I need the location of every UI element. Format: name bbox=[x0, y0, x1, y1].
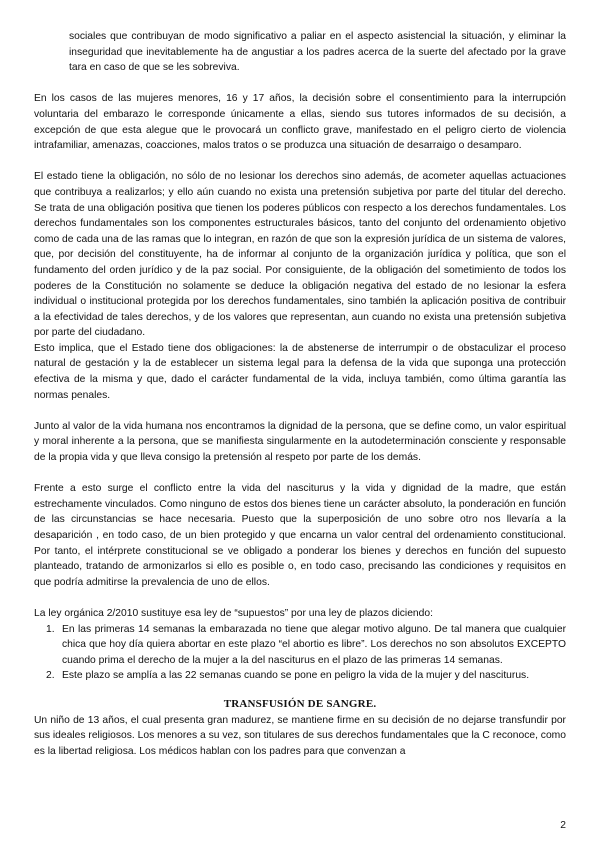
section-heading: TRANSFUSIÓN DE SANGRE. bbox=[223, 697, 377, 710]
page-number: 2 bbox=[560, 820, 566, 831]
paragraph-transfusion-case: Un niño de 13 años, el cual presenta gran madurez, se mantiene firme en su decisión de no dejarse transfundir por sus ideales religiosos. Los menores a su vez, son titulares de sus derechos fundamentales que la C reconoce, como es la libertad religiosa. Los médicos hablan con los padres para que convenzan a bbox=[34, 714, 566, 757]
numbered-list bbox=[34, 622, 566, 684]
paragraph-organic-law: La ley orgánica 2/2010 sustituye esa ley de “supuestos” por una ley de plazos diciendo: bbox=[34, 607, 433, 619]
list-item-text: Este plazo se amplía a las 22 semanas cuando se pone en peligro la vida de la mujer y del nasciturus. bbox=[62, 670, 530, 682]
list-item-number: 1. bbox=[46, 623, 55, 635]
paragraph-minors-consent: En los casos de las mujeres menores, 16 y 17 años, la decisión sobre el consentimiento para la interrupción voluntaria del embarazo le corresponde únicamente a ellas, siendo sus tutores informados de su decisión, a excepción de que esta alegue que le provocará un conflicto grave, manifestado en el peligro cierto de violencia intrafamiliar, amenazas, coacciones, malos tratos o se produzca una situación de desarraigo o desamparo. bbox=[34, 93, 566, 152]
document-page bbox=[34, 0, 566, 759]
list-item-text: En las primeras 14 semanas la embarazada no tiene que alegar motivo alguno. De tal manera que cualquier chica que hoy día quiera abortar en este plazo “el abortio es libre”. Los derechos no son absolutos EXCEPTO cuando prima el derecho de la mujer a la del nasciturus en el plazo de las primeras 14 semanas. bbox=[62, 623, 566, 666]
paragraph-conflict: Frente a esto surge el conflicto entre la vida del nasciturus y la vida y dignidad de la madre, que están estrechamente vinculados. Como ninguno de estos dos bienes tiene un carácter absoluto, la ponderación en función de las circunstancias se hace necesaria. Puesto que la superposición de uno sobre otro nos llevaría a la desaparición , en todo caso, de un bien protegido y que encarna un valor central del ordenamiento constitucional. Por tanto, el intérprete constitucional se ve obligado a ponderar los bienes y derechos en función del supuesto planteado, tratando de armonizarlos si ello es posible o, en todo caso, precisando las condiciones y requisitos en que podría admitirse la prevalencia de uno de ellos. bbox=[34, 483, 566, 588]
paragraph-human-dignity: Junto al valor de la vida humana nos encontramos la dignidad de la persona, que se define como, un valor espiritual y moral inherente a la persona, que se manifiesta singularmente en la autodeterminación consciente y responsable de la propia vida y que lleva consigo la pretensión al respeto por parte de los demás. bbox=[34, 420, 566, 464]
paragraph-two-obligations: Esto implica, que el Estado tiene dos obligaciones: la de abstenerse de interrumpir o de obstaculizar el proceso natural de gestación y la de establecer un sistema legal para la defensa de la vida que suponga una protección efectiva de la misma y que, dado el carácter fundamental de la vida, incluya también, como última garantía las normas penales. bbox=[34, 342, 566, 401]
list-item bbox=[46, 622, 566, 669]
paragraph-continuation: sociales que contribuyan de modo significativo a paliar en el aspecto asistencial la situación, y eliminar la inseguridad que inevitablemente ha de angustiar a los padres acerca de la suerte del afectado por la grave tara en caso de que se les sobreviva. bbox=[69, 31, 566, 74]
list-item-number: 2. bbox=[46, 670, 55, 682]
paragraph-state-obligation: El estado tiene la obligación, no sólo de no lesionar los derechos sino además, de acometer aquellas actuaciones que contribuya a realizarlos; y ello aún cuando no exista una pretensión subjetiva por parte del titular del derecho. Se trata de una obligación positiva que tienen los poderes públicos con respecto a los derechos fundamentales. Los derechos fundamentales son los componentes estructurales básicos, tanto del conjunto del ordenamiento objetivo como de cada una de las ramas que lo integran, en razón de que son la expresión jurídica de un sistema de valores, que, por decisión del constituyente, ha de informar al conjunto de la organización jurídica y política, que son el fundamento del orden jurídico y de la paz social. Por consiguiente, de la obligación del sometimiento de todos los poderes de la Constitución no solamente se deduce la obligación negativa del estado de no lesionar la esfera individual o institucional protegida por los derechos fundamentales, sino también la aplicación positiva de contribuir a la efectividad de tales derechos, y de los valores que representan, aun cuando no exista una pretensión subjetiva por parte del ciudadano. bbox=[34, 171, 566, 339]
list-item bbox=[46, 668, 566, 684]
